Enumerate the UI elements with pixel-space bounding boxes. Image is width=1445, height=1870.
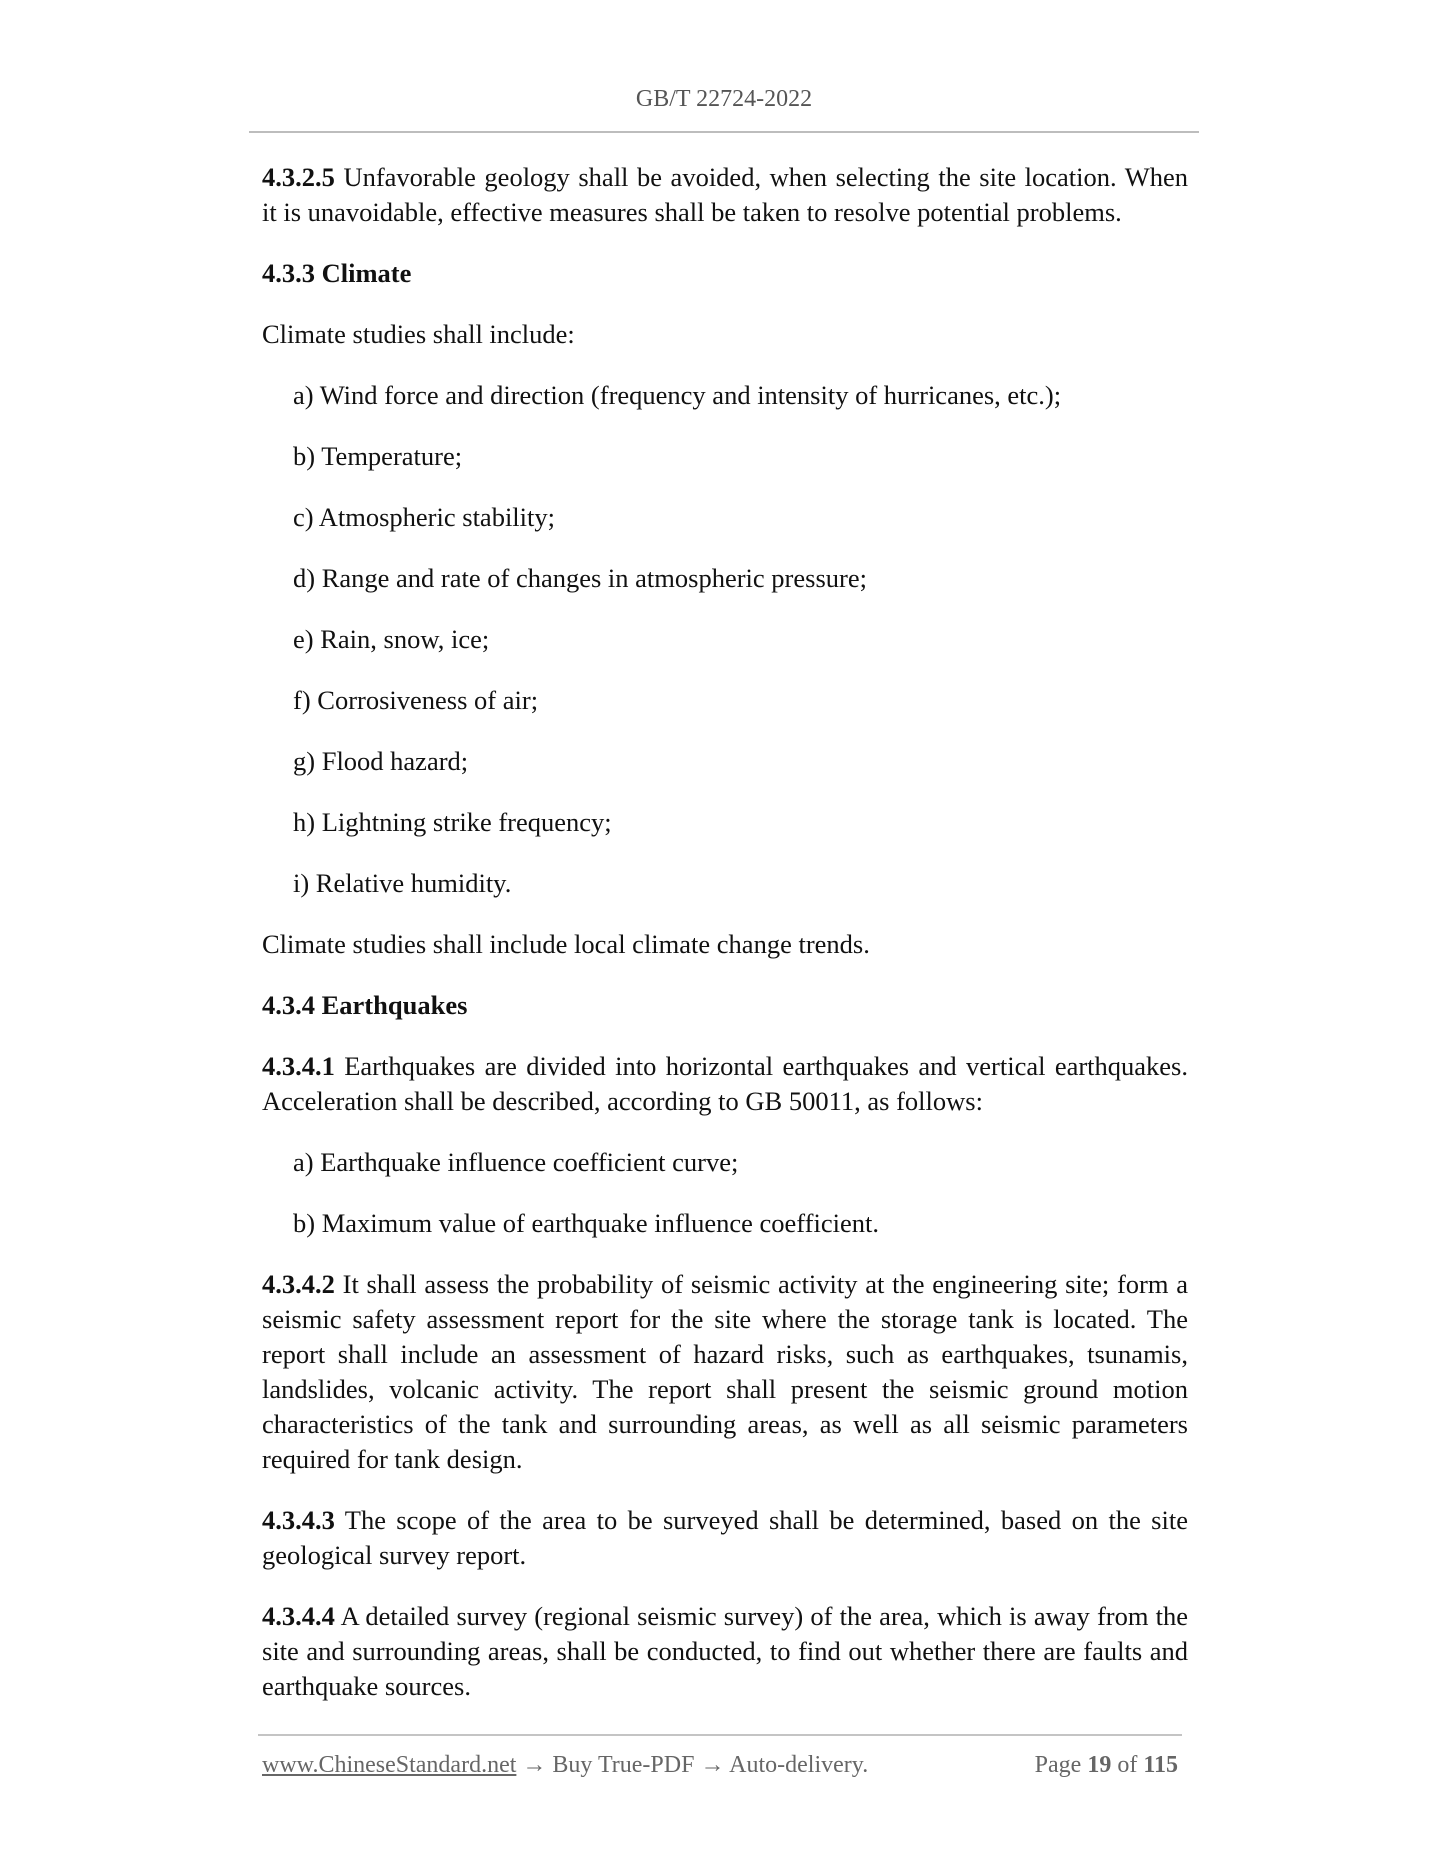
list-item: d) Range and rate of changes in atmospheric pressure; [293, 563, 867, 593]
section-heading-climate: 4.3.3 Climate [262, 258, 412, 288]
list-item: a) Wind force and direction (frequency and intensity of hurricanes, etc.); [293, 380, 1062, 410]
list-item: c) Atmospheric stability; [293, 502, 556, 532]
arrow-icon: → [700, 1752, 725, 1778]
list-item: b) Temperature; [293, 441, 463, 471]
page-label: Page [1034, 1752, 1082, 1778]
clause-number: 4.3.2.5 [262, 162, 335, 192]
page-header [249, 86, 1199, 113]
clause-text: Unfavorable geology shall be avoided, when selecting the site location. When it is unavoidable, effective measures shall be taken to resolve potential problems. [262, 162, 1188, 227]
paragraph-4-3-4-3 [262, 1503, 1188, 1573]
paragraph-4-3-4-4 [262, 1599, 1188, 1704]
clause-number: 4.3.4.3 [262, 1505, 335, 1535]
list-item: e) Rain, snow, ice; [293, 624, 490, 654]
clause-text: Earthquakes are divided into horizontal earthquakes and vertical earthquakes. Acceleration shall be described, according to GB 50011, as follows: [262, 1051, 1188, 1116]
climate-outro: Climate studies shall include local climate change trends. [262, 929, 870, 959]
page-of-label: of [1117, 1752, 1138, 1778]
footer-promo [262, 1752, 868, 1779]
footer-divider [258, 1734, 1182, 1736]
clause-number: 4.3.4.2 [262, 1269, 335, 1299]
total-pages: 115 [1143, 1752, 1178, 1778]
list-item: b) Maximum value of earthquake influence coefficient. [293, 1208, 879, 1238]
list-item: i) Relative humidity. [293, 868, 512, 898]
list-item: h) Lightning strike frequency; [293, 807, 612, 837]
document-id: GB/T 22724-2022 [635, 86, 813, 112]
page-content [262, 160, 1188, 1730]
clause-text: The scope of the area to be surveyed shall be determined, based on the site geological survey report. [262, 1505, 1188, 1570]
list-item: a) Earthquake influence coefficient curve; [293, 1147, 739, 1177]
section-heading-earthquakes: 4.3.4 Earthquakes [262, 990, 468, 1020]
arrow-icon: → [522, 1752, 547, 1778]
current-page: 19 [1087, 1752, 1112, 1778]
list-item: f) Corrosiveness of air; [293, 685, 539, 715]
climate-intro: Climate studies shall include: [262, 319, 575, 349]
clause-number: 4.3.4.4 [262, 1601, 335, 1631]
paragraph-4-3-2-5 [262, 160, 1188, 230]
clause-number: 4.3.4.1 [262, 1051, 335, 1081]
website-link[interactable]: www.ChineseStandard.net [262, 1752, 517, 1778]
paragraph-4-3-4-2 [262, 1267, 1188, 1477]
clause-text: It shall assess the probability of seismic activity at the engineering site; form a seismic safety assessment report for the site where the storage tank is located. The report shall include an assessment of hazard risks, such as earthquakes, tsunamis, landslides, volcanic activity. The report shall present the seismic ground motion characteristics of the tank and surrounding areas, as well as all seismic parameters required for tank design. [262, 1269, 1188, 1474]
clause-text: A detailed survey (regional seismic survey) of the area, which is away from the site and surrounding areas, shall be conducted, to find out whether there are faults and earthquake sources. [262, 1601, 1188, 1701]
page-number [1035, 1752, 1178, 1779]
footer-delivery-text: Auto-delivery. [724, 1752, 869, 1778]
paragraph-4-3-4-1 [262, 1049, 1188, 1119]
list-item: g) Flood hazard; [293, 746, 469, 776]
footer-buy-text: Buy True-PDF [546, 1752, 701, 1778]
header-divider [249, 131, 1199, 133]
